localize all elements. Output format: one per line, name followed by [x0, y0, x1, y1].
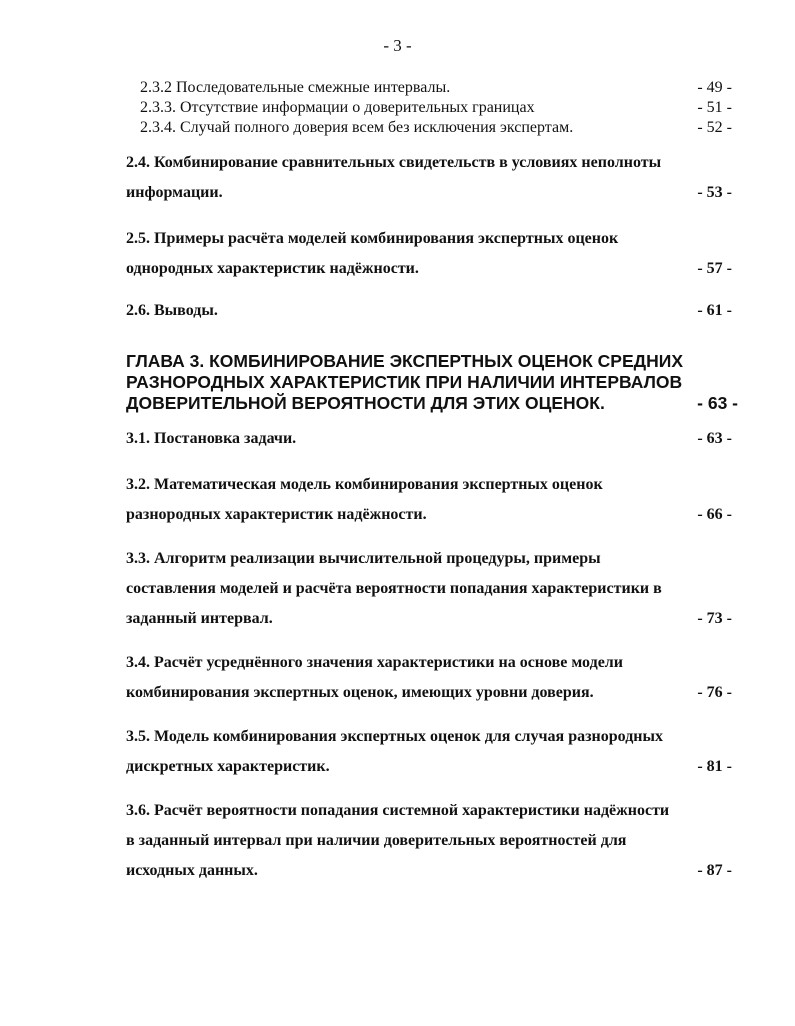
chapter-line: ДОВЕРИТЕЛЬНОЙ ВЕРОЯТНОСТИ ДЛЯ ЭТИХ ОЦЕНОК. - 63 - — [126, 393, 738, 413]
chapter-3-heading[interactable] — [126, 351, 738, 414]
toc-entry-line: 3.6. Расчёт вероятности попадания системной характеристики надёжности — [126, 802, 670, 819]
toc-entry-page: - 63 - — [697, 430, 732, 447]
toc-entry-3-4[interactable] — [126, 648, 732, 708]
toc-entry-title: 2.3.3. Отсутствие информации о доверительных границах — [140, 99, 535, 116]
toc-entry-page: - 51 - — [697, 99, 732, 116]
toc-entry-line: 2.6. Выводы. - 61 - — [126, 296, 732, 326]
toc-entry-2-4[interactable] — [126, 148, 732, 208]
toc-entry-line: комбинирования экспертных оценок, имеющих уровни доверия. - 76 - — [126, 678, 732, 708]
chapter-line: РАЗНОРОДНЫХ ХАРАКТЕРИСТИК ПРИ НАЛИЧИИ ИНТЕРВАЛОВ — [126, 372, 683, 392]
toc-entry-line: 2.4. Комбинирование сравнительных свидетельств в условиях неполноты — [126, 154, 662, 171]
toc-entry-3-2[interactable] — [126, 470, 732, 530]
toc-entry-line: 3.4. Расчёт усреднённого значения характеристики на основе модели — [126, 654, 623, 671]
toc-entry-2-5[interactable] — [126, 224, 732, 284]
toc-entry-line: 2.5. Примеры расчёта моделей комбинирования экспертных оценок — [126, 230, 619, 247]
chapter-line: ГЛАВА 3. КОМБИНИРОВАНИЕ ЭКСПЕРТНЫХ ОЦЕНОК СРЕДНИХ — [126, 351, 684, 371]
toc-entry-page: - 53 - — [697, 184, 732, 201]
toc-entry-line: 3.2. Математическая модель комбинирования экспертных оценок — [126, 476, 603, 493]
toc-entry-line: 3.1. Постановка задачи. - 63 - — [126, 424, 732, 454]
toc-entry-line: составления моделей и расчёта вероятности попадания характеристики в — [126, 580, 662, 597]
toc-entry-line: в заданный интервал при наличии доверительных вероятностей для — [126, 832, 627, 849]
toc-entry-line: исходных данных. - 87 - — [126, 856, 732, 886]
toc-entry-2-6[interactable] — [126, 296, 732, 326]
toc-entry-line: 3.5. Модель комбинирования экспертных оценок для случая разнородных — [126, 728, 663, 745]
toc-entry-2-3-2[interactable] — [140, 78, 732, 98]
toc-entry-title: 2.3.2 Последовательные смежные интервалы. — [140, 79, 451, 96]
toc-entry-page: - 49 - — [697, 79, 732, 96]
toc-entry-2-3-4[interactable] — [140, 118, 732, 138]
toc-entry-page: - 63 - — [697, 393, 738, 413]
toc-entry-title: 2.3.4. Случай полного доверия всем без исключения экспертам. — [140, 119, 574, 136]
toc-entry-page: - 57 - — [697, 260, 732, 277]
toc-entry-page: - 81 - — [697, 758, 732, 775]
toc-entry-line: заданный интервал. - 73 - — [126, 604, 732, 634]
toc-entry-3-3[interactable] — [126, 544, 732, 634]
toc-entry-line: дискретных характеристик. - 81 - — [126, 752, 732, 782]
toc-entry-line: информации. - 53 - — [126, 178, 732, 208]
toc-entry-page: - 87 - — [697, 862, 732, 879]
toc-entry-line: 3.3. Алгоритм реализации вычислительной процедуры, примеры — [126, 550, 601, 567]
toc-entry-line: разнородных характеристик надёжности. - 66 - — [126, 500, 732, 530]
toc-entry-3-5[interactable] — [126, 722, 732, 782]
toc-entry-2-3-3[interactable] — [140, 98, 732, 118]
toc-entry-page: - 66 - — [697, 506, 732, 523]
toc-entry-3-1[interactable] — [126, 424, 732, 454]
toc-entry-line: однородных характеристик надёжности. - 57 - — [126, 254, 732, 284]
toc-entry-page: - 76 - — [697, 684, 732, 701]
page-number: - 3 - — [383, 36, 412, 55]
toc-entry-page: - 73 - — [697, 610, 732, 627]
toc-entry-3-6[interactable] — [126, 796, 732, 886]
toc-entry-page: - 52 - — [697, 119, 732, 136]
toc-entry-page: - 61 - — [697, 302, 732, 319]
